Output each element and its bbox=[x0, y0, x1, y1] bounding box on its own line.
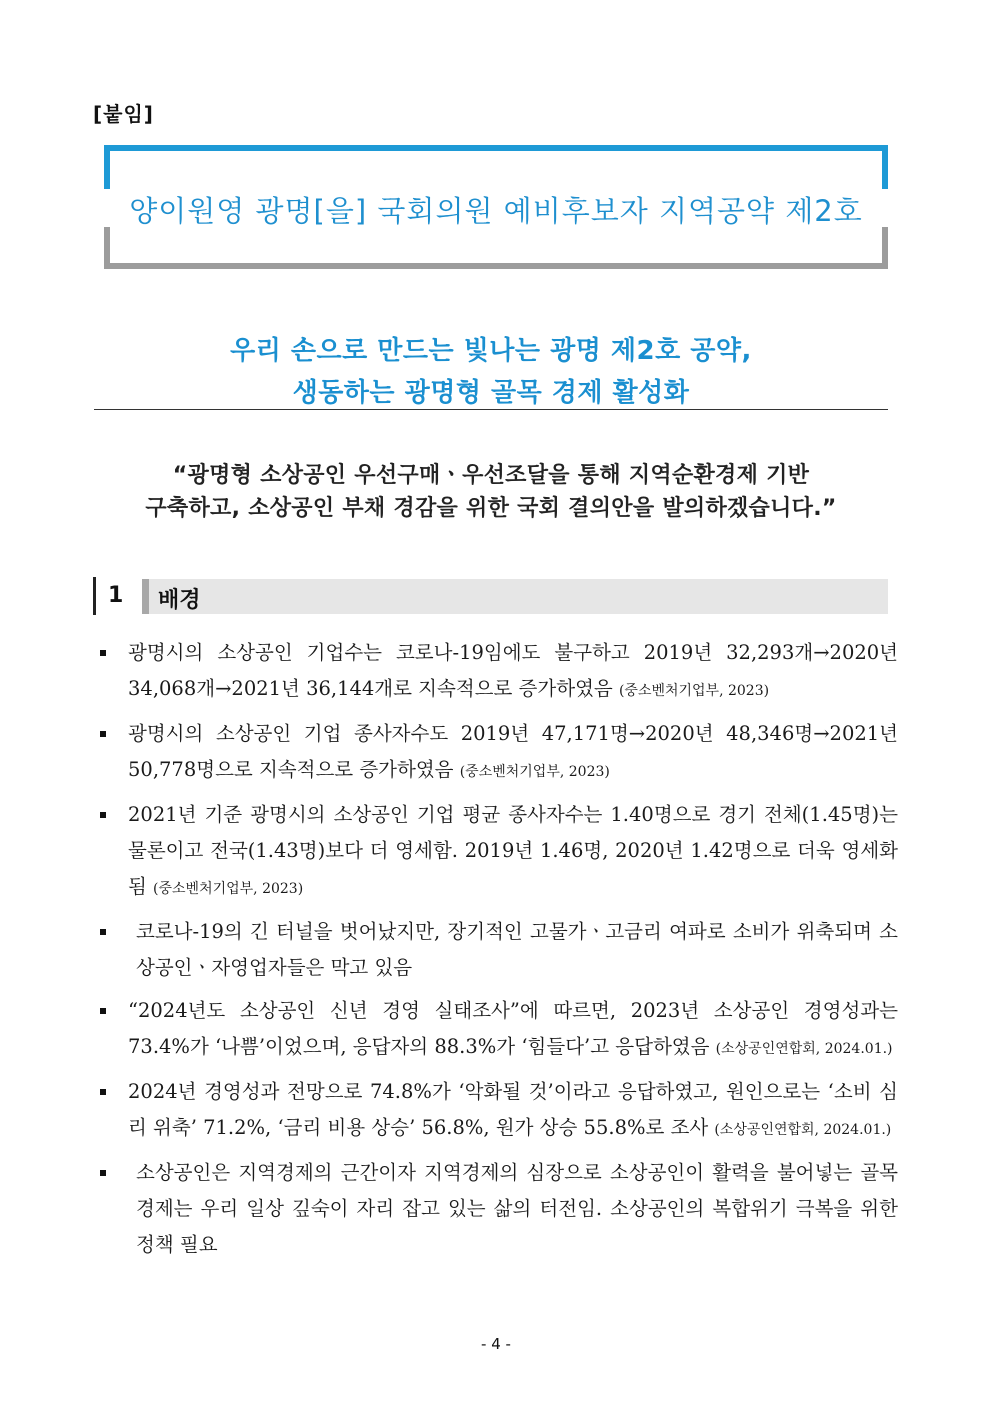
title-box-right-accent bbox=[882, 145, 888, 189]
bullet-square-icon bbox=[100, 650, 106, 656]
bullet-source: (소상공인연합회, 2024.01.) bbox=[714, 1122, 892, 1138]
bullet-text: “2024년도 소상공인 신년 경영 실태조사”에 따르면, 2023년 소상공인 경영성과는 73.4%가 ‘나쁨’이었으며, 응답자의 88.3%가 ‘힘들다’고 응답하였음 bbox=[128, 999, 898, 1058]
section-number: 1 bbox=[108, 583, 124, 608]
document-title: 양이원영 광명[을] 국회의원 예비후보자 지역공약 제2호 bbox=[129, 194, 863, 228]
list-item bbox=[98, 1074, 898, 1148]
bullet-square-icon bbox=[100, 929, 106, 935]
title-box bbox=[104, 145, 888, 269]
list-item bbox=[98, 993, 898, 1067]
attachment-label: [붙임] bbox=[93, 102, 154, 126]
list-item bbox=[98, 716, 898, 790]
subtitle-line-2: 생동하는 광명형 골목 경제 활성화 bbox=[292, 378, 690, 408]
section-header-mark bbox=[142, 579, 149, 614]
quote-line-2: 구축하고, 소상공인 부채 경감을 위한 국회 결의안을 발의하겠습니다.” bbox=[145, 496, 837, 521]
title-box-left-accent bbox=[104, 145, 110, 189]
list-item bbox=[98, 797, 898, 907]
list-item bbox=[98, 635, 898, 709]
bullet-source: (중소벤처기업부, 2023) bbox=[618, 683, 770, 699]
quote-line-1: “광명형 소상공인 우선구매ㆍ우선조달을 통해 지역순환경제 기반 bbox=[172, 463, 810, 488]
title-box-top-border bbox=[104, 145, 888, 151]
bullet-text: 코로나-19의 긴 터널을 벗어났지만, 장기적인 고물가ㆍ고금리 여파로 소비가 위축되며 소상공인ㆍ자영업자들은 막고 있음 bbox=[136, 920, 898, 979]
bullet-square-icon bbox=[100, 731, 106, 737]
bullet-source: (중소벤처기업부, 2023) bbox=[153, 881, 304, 897]
divider-rule bbox=[94, 409, 888, 410]
background-bullet-list bbox=[98, 635, 898, 1270]
bullet-square-icon bbox=[100, 812, 106, 818]
bullet-text: 광명시의 소상공인 기업 종사자수도 2019년 47,171명→2020년 48,346명→2021년 50,778명으로 지속적으로 증가하였음 bbox=[128, 722, 898, 781]
bullet-square-icon bbox=[100, 1008, 106, 1014]
section-header bbox=[142, 579, 888, 614]
pledge-subtitle bbox=[94, 330, 888, 414]
bullet-text: 소상공인은 지역경제의 근간이자 지역경제의 심장으로 소상공인이 활력을 불어넣는 골목경제는 우리 일상 깊숙이 자리 잡고 있는 삶의 터전임. 소상공인의 복합위기 극복을 위한 정책 필요 bbox=[136, 1161, 898, 1256]
list-item bbox=[98, 1155, 898, 1263]
bullet-square-icon bbox=[100, 1170, 106, 1176]
page-number: - 4 - bbox=[481, 1335, 511, 1353]
bullet-source: (중소벤처기업부, 2023) bbox=[459, 764, 610, 780]
section-left-bar bbox=[93, 577, 96, 615]
bullet-square-icon bbox=[100, 1089, 106, 1095]
list-item bbox=[98, 914, 898, 986]
bullet-text: 광명시의 소상공인 기업수는 코로나-19임에도 불구하고 2019년 32,293개→2020년 34,068개→2021년 36,144개로 지속적으로 증가하였음 bbox=[128, 641, 898, 700]
bullet-text: 2021년 기준 광명시의 소상공인 기업 평균 종사자수는 1.40명으로 경기 전체(1.45명)는 물론이고 전국(1.43명)보다 더 영세함. 2019년 1.46명, 2020년 1.42명으로 더욱 영세화됨 bbox=[128, 803, 898, 898]
bullet-source: (소상공인연합회, 2024.01.) bbox=[715, 1041, 893, 1057]
title-box-bottom-border bbox=[104, 263, 888, 269]
pledge-quote bbox=[94, 459, 888, 525]
subtitle-line-1: 우리 손으로 만드는 빛나는 광명 제2호 공약, bbox=[230, 336, 752, 366]
section-title: 배경 bbox=[158, 588, 201, 613]
bullet-text: 2024년 경영성과 전망으로 74.8%가 ‘악화될 것’이라고 응답하였고, 원인으로는 ‘소비 심리 위축’ 71.2%, ‘금리 비용 상승’ 56.8%, 원가 상승 55.8%로 조사 bbox=[128, 1080, 898, 1139]
